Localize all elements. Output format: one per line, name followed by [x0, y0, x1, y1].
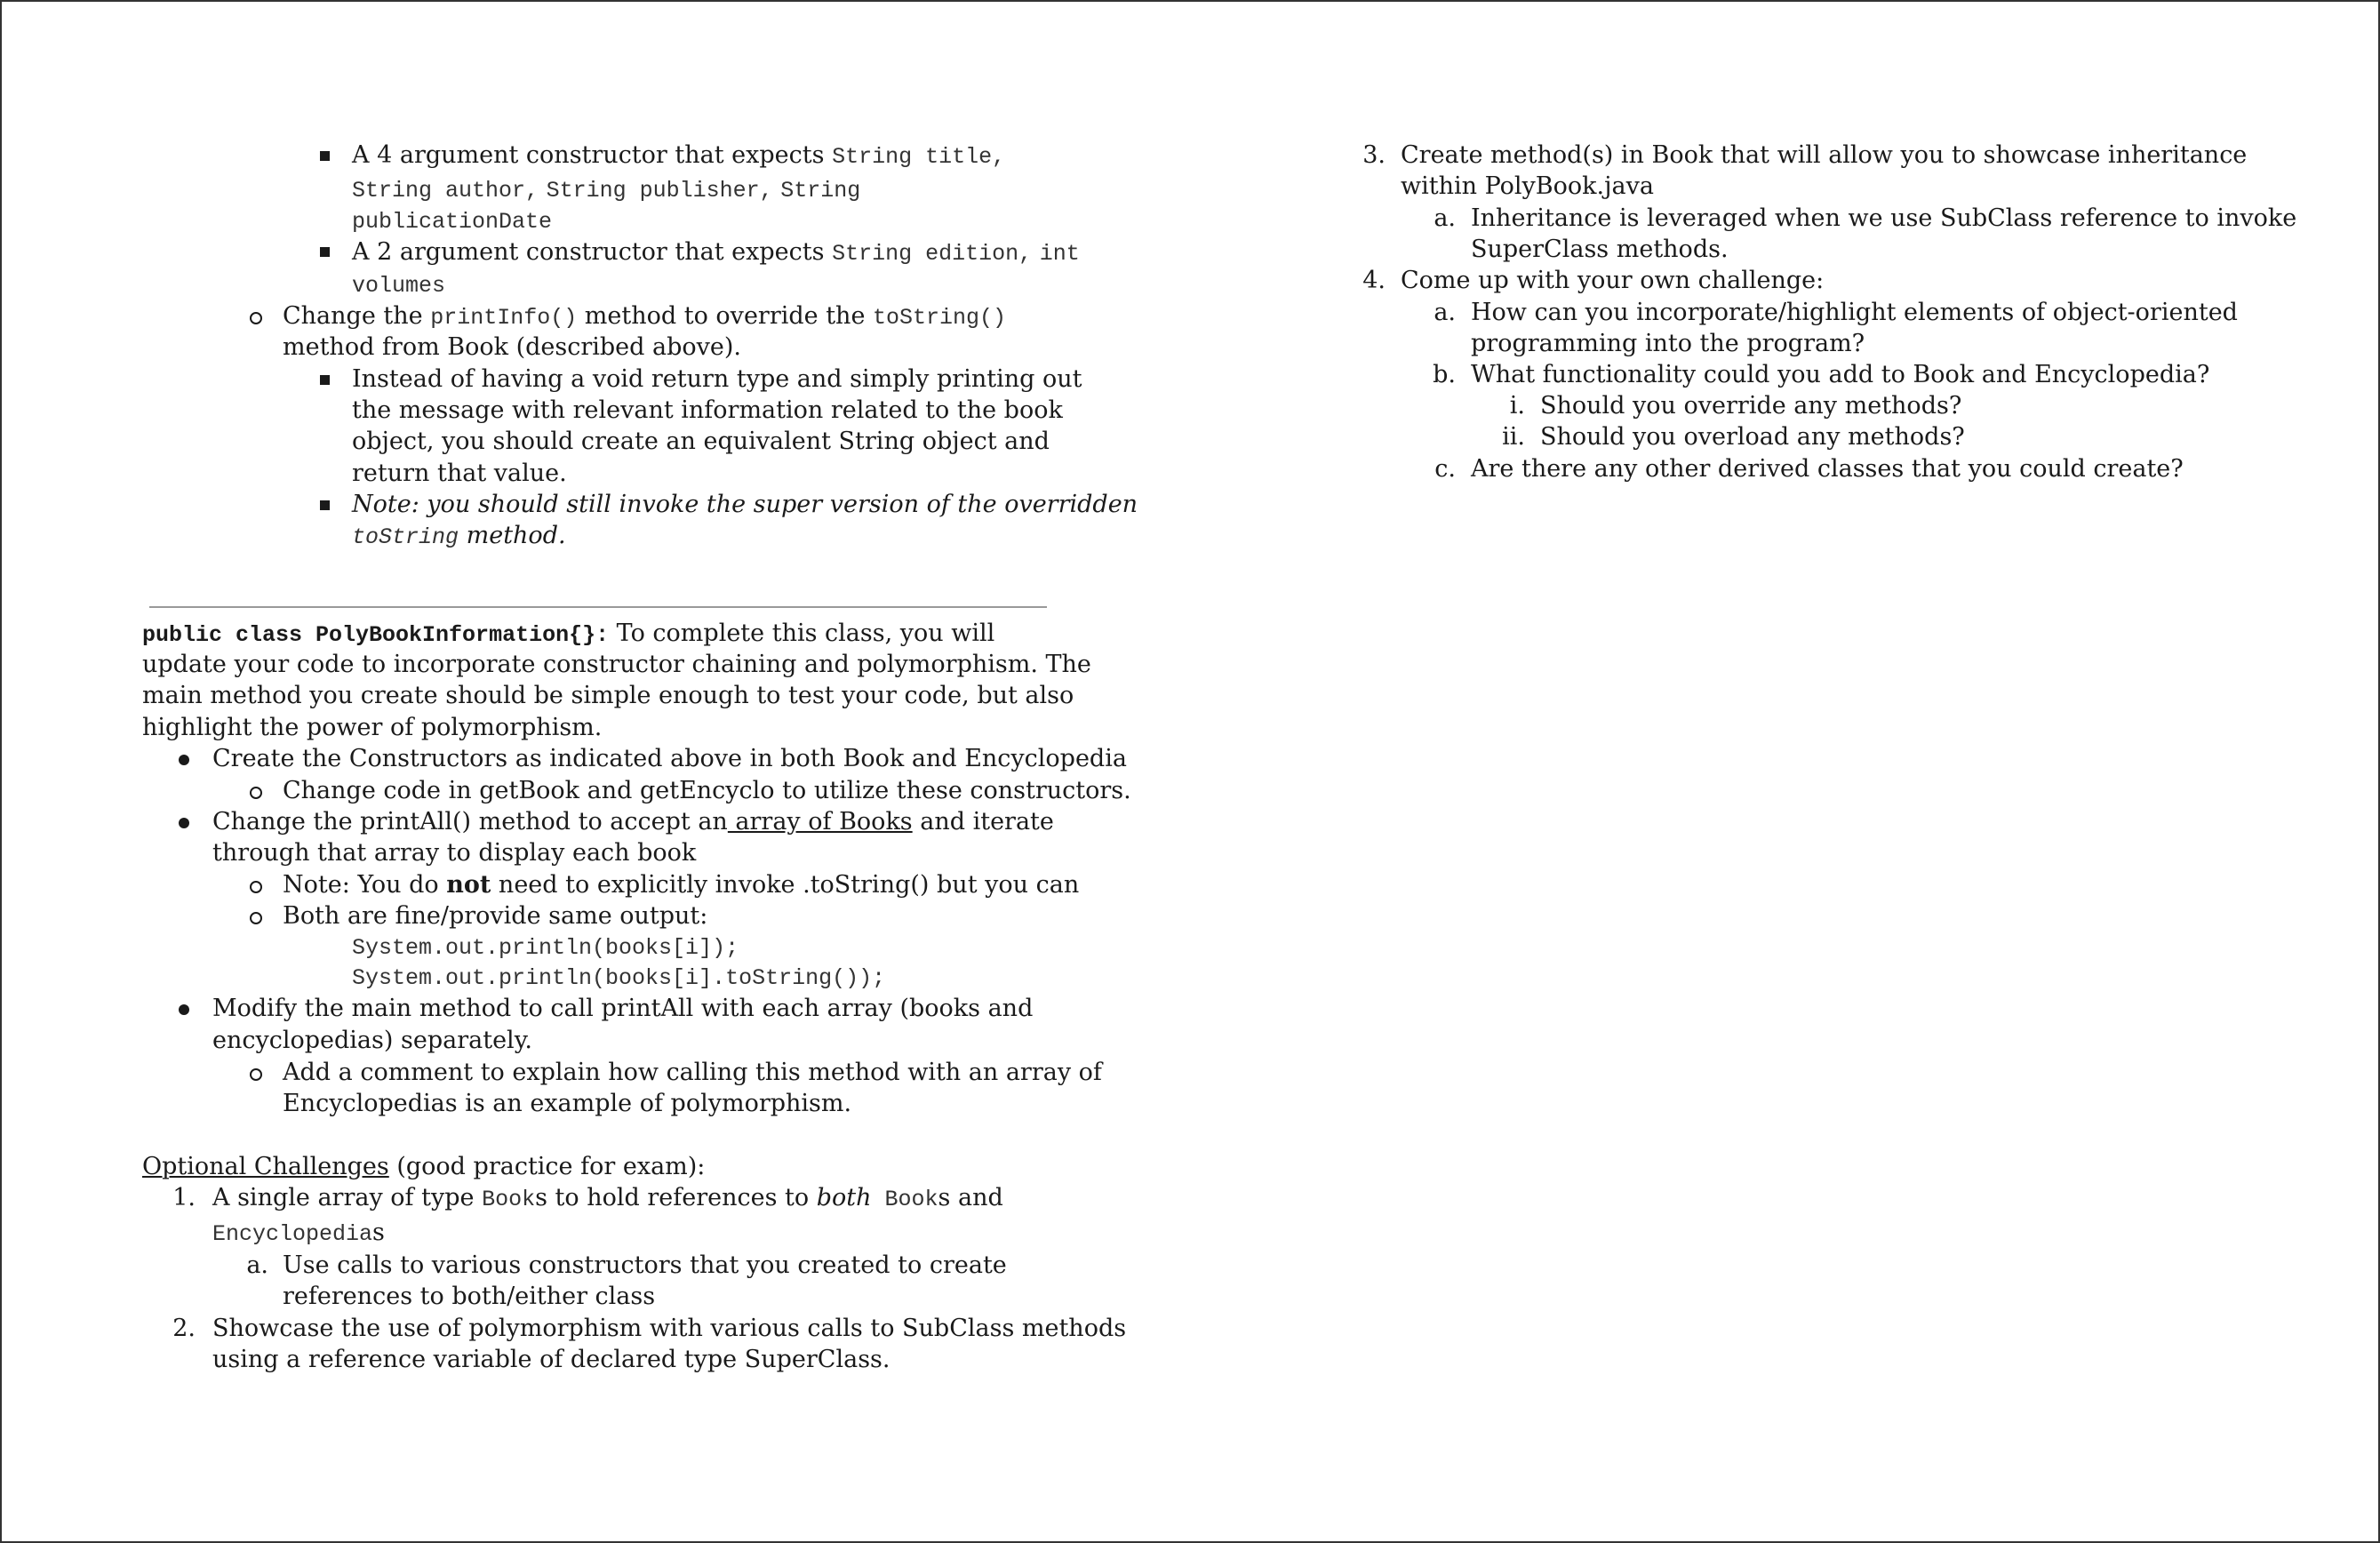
override-mid: method to override the [577, 302, 874, 330]
item-number: 1. [172, 1184, 196, 1211]
note-line: Note: you should still invoke the super version of the overridden [352, 491, 1138, 518]
optional-title: Optional Challenges [142, 1153, 389, 1180]
note-method: method. [459, 522, 566, 549]
printall-iterate: and iterate [912, 808, 1054, 835]
note-tostring-code: toString [352, 524, 459, 550]
item-letter: c. [1434, 455, 1456, 483]
challenge-4a-2: programming into the program? [1471, 330, 1865, 357]
ctor4-line-2 [352, 173, 860, 207]
bullet-printall [212, 806, 1054, 838]
instead-line: Instead of having a void return type and simply printing out [352, 365, 1082, 393]
override-text: Change the [283, 302, 431, 330]
polybook-intro: To complete this class, you will [609, 620, 995, 647]
instead-line-3: object, you should create an equivalent String object and [352, 428, 1050, 455]
circle-bullet [250, 1068, 262, 1081]
item-letter: a. [246, 1251, 268, 1279]
optional-subtitle: (good practice for exam): [388, 1153, 706, 1180]
ctor4-line [352, 140, 1005, 173]
optional-item-1-2 [212, 1217, 385, 1251]
o1-encyclopedia-code: Encyclopedia [212, 1221, 373, 1247]
ctor4-code-publisher: String publisher, [546, 178, 773, 204]
note-line-2 [352, 520, 566, 554]
polybook-class-code: public class PolyBookInformation{}: [142, 622, 610, 648]
circle-bullet [250, 881, 262, 893]
ctor4-code: String title, [832, 144, 1006, 170]
item-number: 3. [1362, 141, 1386, 169]
optional-heading [142, 1151, 705, 1183]
square-bullet [320, 500, 330, 510]
bullet-modify-main: Modify the main method to call printAll with each array (books and [212, 995, 1034, 1022]
code-println-1: System.out.println(books[i]); [352, 935, 739, 961]
optional-item-1a-2: references to both/either class [283, 1283, 656, 1310]
challenge-4a: How can you incorporate/highlight elements of object-oriented [1471, 299, 2238, 326]
bullet-constructors: Create the Constructors as indicated above in both Book and Encyclopedia [212, 745, 1127, 772]
optional-item-1 [212, 1182, 1003, 1216]
bullet-modify-main-2: encyclopedias) separately. [212, 1027, 532, 1054]
circle-bullet [250, 312, 262, 324]
o1-book-code: Book [482, 1187, 536, 1212]
override-line-2: method from Book (described above). [283, 333, 742, 361]
square-bullet [320, 375, 330, 385]
circle-bullet [250, 787, 262, 799]
ctor2-text: A 2 argument constructor that expects [352, 238, 833, 266]
challenge-4c: Are there any other derived classes that you could create? [1471, 455, 2184, 483]
ctor2-line-2 [352, 268, 445, 302]
item-number: 4. [1362, 267, 1386, 294]
challenge-4b-i: Should you override any methods? [1540, 392, 1962, 420]
polybook-para-2: update your code to incorporate constructor chaining and polymorphism. The [142, 651, 1091, 678]
polybook-heading-line [142, 618, 994, 652]
o1-both: both [816, 1184, 872, 1211]
array-of-books-link: array of Books [727, 808, 913, 835]
ctor4-line-3 [352, 204, 552, 238]
printinfo-code: printInfo() [430, 305, 578, 331]
bullet-add-comment-2: Encyclopedias is an example of polymorphism. [283, 1090, 852, 1117]
disc-bullet [179, 1004, 189, 1015]
bullet-add-comment: Add a comment to explain how calling this method with an array of [283, 1059, 1102, 1086]
o1-mid: s to hold references to [535, 1184, 817, 1211]
instead-line-2: the message with relevant information related to the book [352, 396, 1063, 424]
bullet-both-fine: Both are fine/provide same output: [283, 902, 708, 930]
optional-item-2: Showcase the use of polymorphism with various calls to SubClass methods [212, 1315, 1127, 1342]
ctor2-code-edition: String edition, [832, 241, 1033, 267]
challenge-3a: Inheritance is leveraged when we use SubClass reference to invoke [1471, 204, 2297, 232]
section-divider [149, 606, 1047, 608]
challenge-3: Create method(s) in Book that will allow you to showcase inheritance [1401, 141, 2248, 169]
circle-bullet [250, 912, 262, 924]
disc-bullet [179, 818, 189, 828]
ctor2-line [352, 236, 1080, 270]
tostring-code: toString() [873, 305, 1007, 331]
ctor2-code-int: int [1039, 241, 1080, 267]
optional-item-1a: Use calls to various constructors that you created to create [283, 1251, 1007, 1279]
item-number: 2. [172, 1315, 196, 1342]
challenge-4b: What functionality could you add to Book and Encyclopedia? [1471, 361, 2210, 388]
polybook-para-3: main method you create should be simple enough to test your code, but also [142, 682, 1074, 709]
item-letter: a. [1434, 204, 1456, 232]
printall-text: Change the printAll() method to accept an [212, 808, 728, 835]
item-letter: b. [1433, 361, 1456, 388]
right-column [1191, 0, 2346, 1543]
challenge-4b-ii: Should you overload any methods? [1540, 423, 1965, 451]
instead-line-4: return that value. [352, 460, 567, 487]
note-not: not [446, 871, 491, 899]
left-column [0, 0, 1155, 1543]
bullet-note-tostring [283, 869, 1079, 901]
note-post: need to explicitly invoke .toString() but you can [491, 871, 1080, 899]
challenge-3a-2: SuperClass methods. [1471, 236, 1729, 263]
ctor2-code-volumes: volumes [352, 273, 446, 299]
square-bullet [320, 151, 330, 161]
bullet-printall-2: through that array to display each book [212, 839, 697, 867]
item-roman: ii. [1502, 423, 1525, 451]
o1-book-code-2: Book [871, 1187, 938, 1212]
disc-bullet [179, 755, 189, 765]
square-bullet [320, 247, 330, 257]
ctor4-code-author: String author, [352, 178, 539, 204]
challenge-4: Come up with your own challenge: [1401, 267, 1825, 294]
note-pre: Note: You do [283, 871, 447, 899]
ctor4-code-string: String [780, 178, 861, 204]
o1-post: s and [938, 1184, 1003, 1211]
item-roman: i. [1509, 392, 1525, 420]
item-letter: a. [1434, 299, 1456, 326]
override-line [283, 300, 1006, 334]
ctor4-code-date: publicationDate [352, 209, 553, 235]
challenge-3-2: within PolyBook.java [1401, 172, 1654, 200]
optional-item-2-2: using a reference variable of declared type SuperClass. [212, 1346, 891, 1373]
polybook-para-4: highlight the power of polymorphism. [142, 714, 603, 741]
o1-pre: A single array of type [212, 1184, 483, 1211]
bullet-getbook: Change code in getBook and getEncyclo to utilize these constructors. [283, 777, 1131, 804]
code-println-2: System.out.println(books[i].toString()); [352, 965, 886, 991]
o1-s: s [372, 1219, 385, 1246]
ctor4-text: A 4 argument constructor that expects [352, 141, 833, 169]
